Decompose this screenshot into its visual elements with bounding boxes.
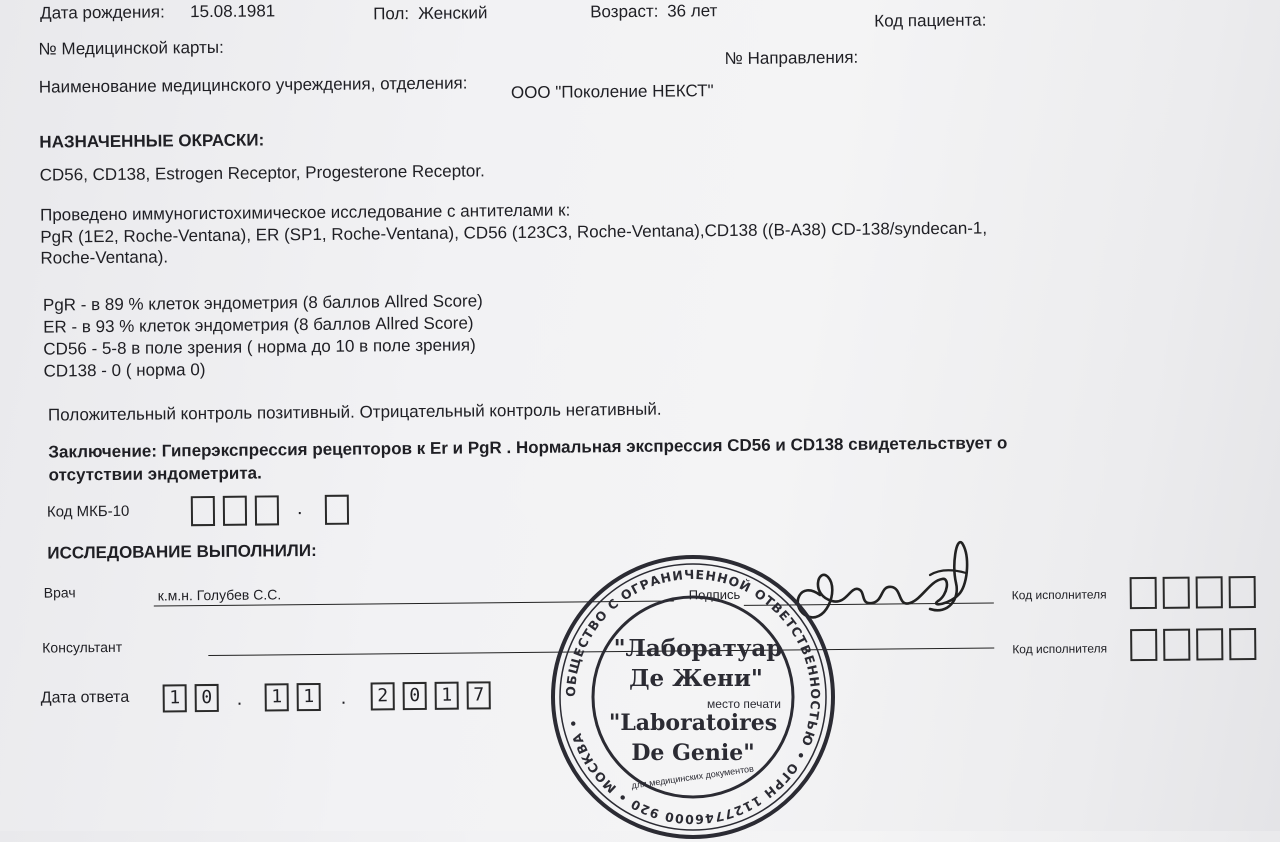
stamp-place-label: место печати <box>707 697 781 711</box>
date-digit[interactable]: 2 <box>371 682 395 710</box>
date-digit[interactable]: 0 <box>403 682 427 710</box>
date-digit[interactable]: 0 <box>195 684 219 712</box>
conclusion-line-2: отсутствии эндометрита. <box>48 463 262 485</box>
icd-box-4[interactable] <box>325 495 349 525</box>
stains-heading: НАЗНАЧЕННЫЕ ОКРАСКИ: <box>39 130 265 152</box>
date-digit[interactable]: 1 <box>163 684 187 712</box>
date-digit[interactable]: 7 <box>467 681 491 709</box>
sex-label: Пол: <box>373 4 410 24</box>
result-pgr: PgR - в 89 % клеток эндометрия (8 баллов Allred Score) <box>42 291 483 315</box>
study-line-1: Проведено иммуногистохимическое исследование с антителами к: <box>39 200 571 225</box>
doctor-name: к.м.н. Голубев С.С. <box>157 586 282 604</box>
study-line-3: Roche-Ventana). <box>40 247 169 268</box>
icd-box-3[interactable] <box>255 495 279 525</box>
icd-separator: . <box>296 497 303 520</box>
result-cd56: CD56 - 5-8 в поле зрения ( норма до 10 в поле зрения) <box>43 335 476 359</box>
stamp-line-3: "Laboratoires <box>608 710 778 736</box>
date-digit[interactable]: 1 <box>297 683 321 711</box>
stamp-outer-text: ОБЩЕСТВО С ОГРАНИЧЕННОЙ ОТВЕТСТВЕННОСТЬЮ • ОГРН 1127746000 920 • МОСКВА • <box>562 566 824 828</box>
icd-box-1[interactable] <box>191 496 215 526</box>
doctor-label: Врач <box>43 584 76 601</box>
referral-label: № Направления: <box>724 47 859 69</box>
medical-card-label: № Медицинской карты: <box>38 37 224 59</box>
date-digit[interactable]: 1 <box>435 682 459 710</box>
executor-code-box[interactable] <box>1196 576 1223 608</box>
executor-code-box[interactable] <box>1130 577 1157 609</box>
institution-label: Наименование медицинского учреждения, отделения: <box>38 73 468 97</box>
age-value: 36 лет <box>667 1 718 21</box>
organization-stamp <box>548 552 838 842</box>
institution-value: ООО "Поколение НЕКСТ" <box>510 81 714 103</box>
executor-code-box[interactable] <box>1196 628 1223 660</box>
controls-text: Положительный контроль позитивный. Отрицательный контроль негативный. <box>47 399 662 425</box>
stamp-line-4: De Genie" <box>631 740 755 766</box>
conclusion-line-1: Заключение: Гиперэкспрессия рецепторов к Er и PgR . Нормальная экспрессия CD56 и CD138 свидетельствует о <box>48 433 1008 462</box>
signature-label: Подпись <box>688 586 741 603</box>
sex-value: Женский <box>418 3 488 23</box>
stamp-line-1: "Лаборатуар <box>613 635 783 662</box>
consultant-label: Консультант <box>42 638 123 656</box>
stamp-line-2: Де Жени" <box>629 665 763 692</box>
date-digit[interactable]: 1 <box>265 683 289 711</box>
stains-list: CD56, CD138, Estrogen Receptor, Progesterone Receptor. <box>39 161 485 185</box>
svg-text:ОБЩЕСТВО С ОГРАНИЧЕННОЙ ОТВЕТС <box>563 567 823 827</box>
result-cd138: CD138 - 0 ( норма 0) <box>43 360 206 381</box>
executor-code-box[interactable] <box>1130 629 1157 661</box>
date-separator: . <box>236 687 243 710</box>
executor-code-label-consultant: Код исполнителя <box>1012 641 1108 657</box>
executor-code-box[interactable] <box>1229 576 1256 608</box>
answer-date-label: Дата ответа <box>40 688 130 707</box>
executor-code-label-doctor: Код исполнителя <box>1011 587 1107 603</box>
dob-value: 15.08.1981 <box>190 1 276 22</box>
result-er: ER - в 93 % клеток эндометрия (8 баллов Allred Score) <box>43 313 474 337</box>
icd-box-2[interactable] <box>223 496 247 526</box>
patient-code-label: Код пациента: <box>874 10 987 31</box>
stamp-small-text: для медицинских документов <box>630 763 755 791</box>
executor-code-box[interactable] <box>1229 628 1256 660</box>
age-label: Возраст: <box>590 1 659 22</box>
dob-label: Дата рождения: <box>40 2 165 23</box>
date-separator: . <box>340 686 347 709</box>
executor-code-box[interactable] <box>1163 629 1190 661</box>
performed-heading: ИССЛЕДОВАНИЕ ВЫПОЛНИЛИ: <box>47 540 317 563</box>
executor-code-box[interactable] <box>1163 577 1190 609</box>
icd-label: Код МКБ-10 <box>46 502 130 521</box>
study-line-2: PgR (1E2, Roche-Ventana), ER (SP1, Roche-Ventana), CD56 (123C3, Roche-Ventana),CD138 ((B-A38) CD-138/syndecan-1, <box>40 218 988 247</box>
